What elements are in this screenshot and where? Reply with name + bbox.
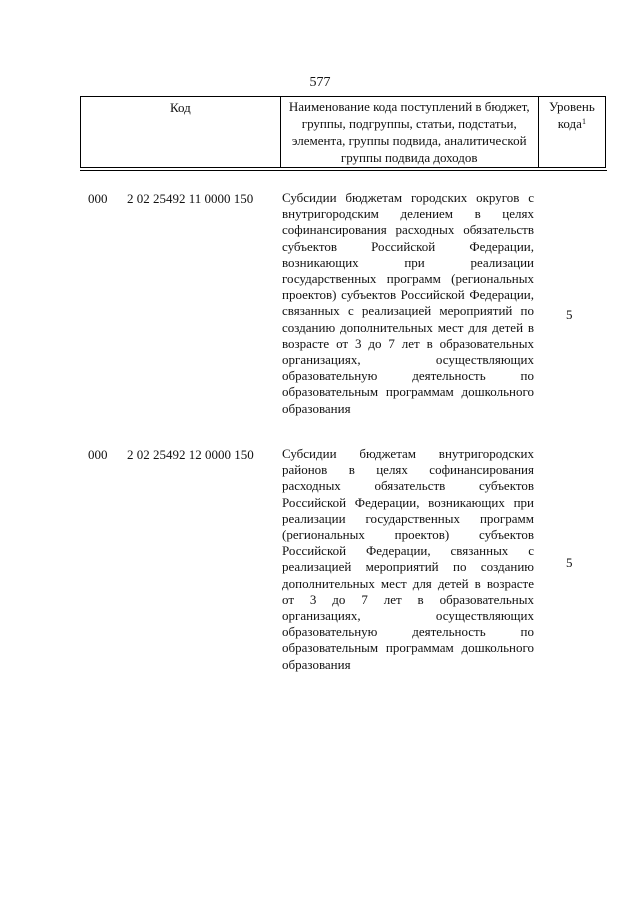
header-name (280, 97, 538, 168)
revenue-code: 2 02 25492 11 0000 150 (127, 191, 254, 206)
revenue-code: 2 02 25492 12 0000 150 (127, 447, 254, 462)
header-level-label: Уровень кода (548, 99, 595, 131)
revenue-description: Субсидии бюджетам внутригородских районов в целях софинансирования расходных обязательств субъектов Российской Федерации, возникающих при реализации государственных программ (региональных проектов) субъектов Российской Федерации, связанных с реализацией мероприятий по созданию дополнительных мест для детей в возрасте от 3 до 7 лет в образовательных организациях, осуществляющих образовательную деятельность по образовательным программам дошкольного образования (282, 446, 534, 672)
header-code-label: Код (169, 100, 191, 115)
header-bottom-rule (80, 170, 607, 171)
code-level: 5 (566, 555, 573, 570)
header-code (81, 97, 281, 168)
code-level: 5 (566, 307, 573, 322)
header-level-footnote: 1 (581, 117, 586, 126)
group-code: 000 (88, 447, 108, 462)
header-name-label: Наименование кода поступлений в бюджет, группы, подгруппы, статьи, подстатьи, элемента, группы подвида, аналитической группы подвида доходов (288, 99, 530, 165)
revenue-description: Субсидии бюджетам городских округов с внутригородским делением в целях софинансирования расходных обязательств субъектов Российской Федерации, возникающих при реализации государственных программ (региональных проектов) субъектов Российской Федерации, связанных с реализацией мероприятий по созданию дополнительных мест для детей в возрасте от 3 до 7 лет в образовательных организациях, осуществляющих образовательную деятельность по образовательным программам дошкольного образования (282, 190, 534, 416)
header-level (538, 97, 605, 168)
group-code: 000 (88, 191, 108, 206)
page-number: 577 (309, 75, 331, 90)
table-header (80, 96, 606, 168)
